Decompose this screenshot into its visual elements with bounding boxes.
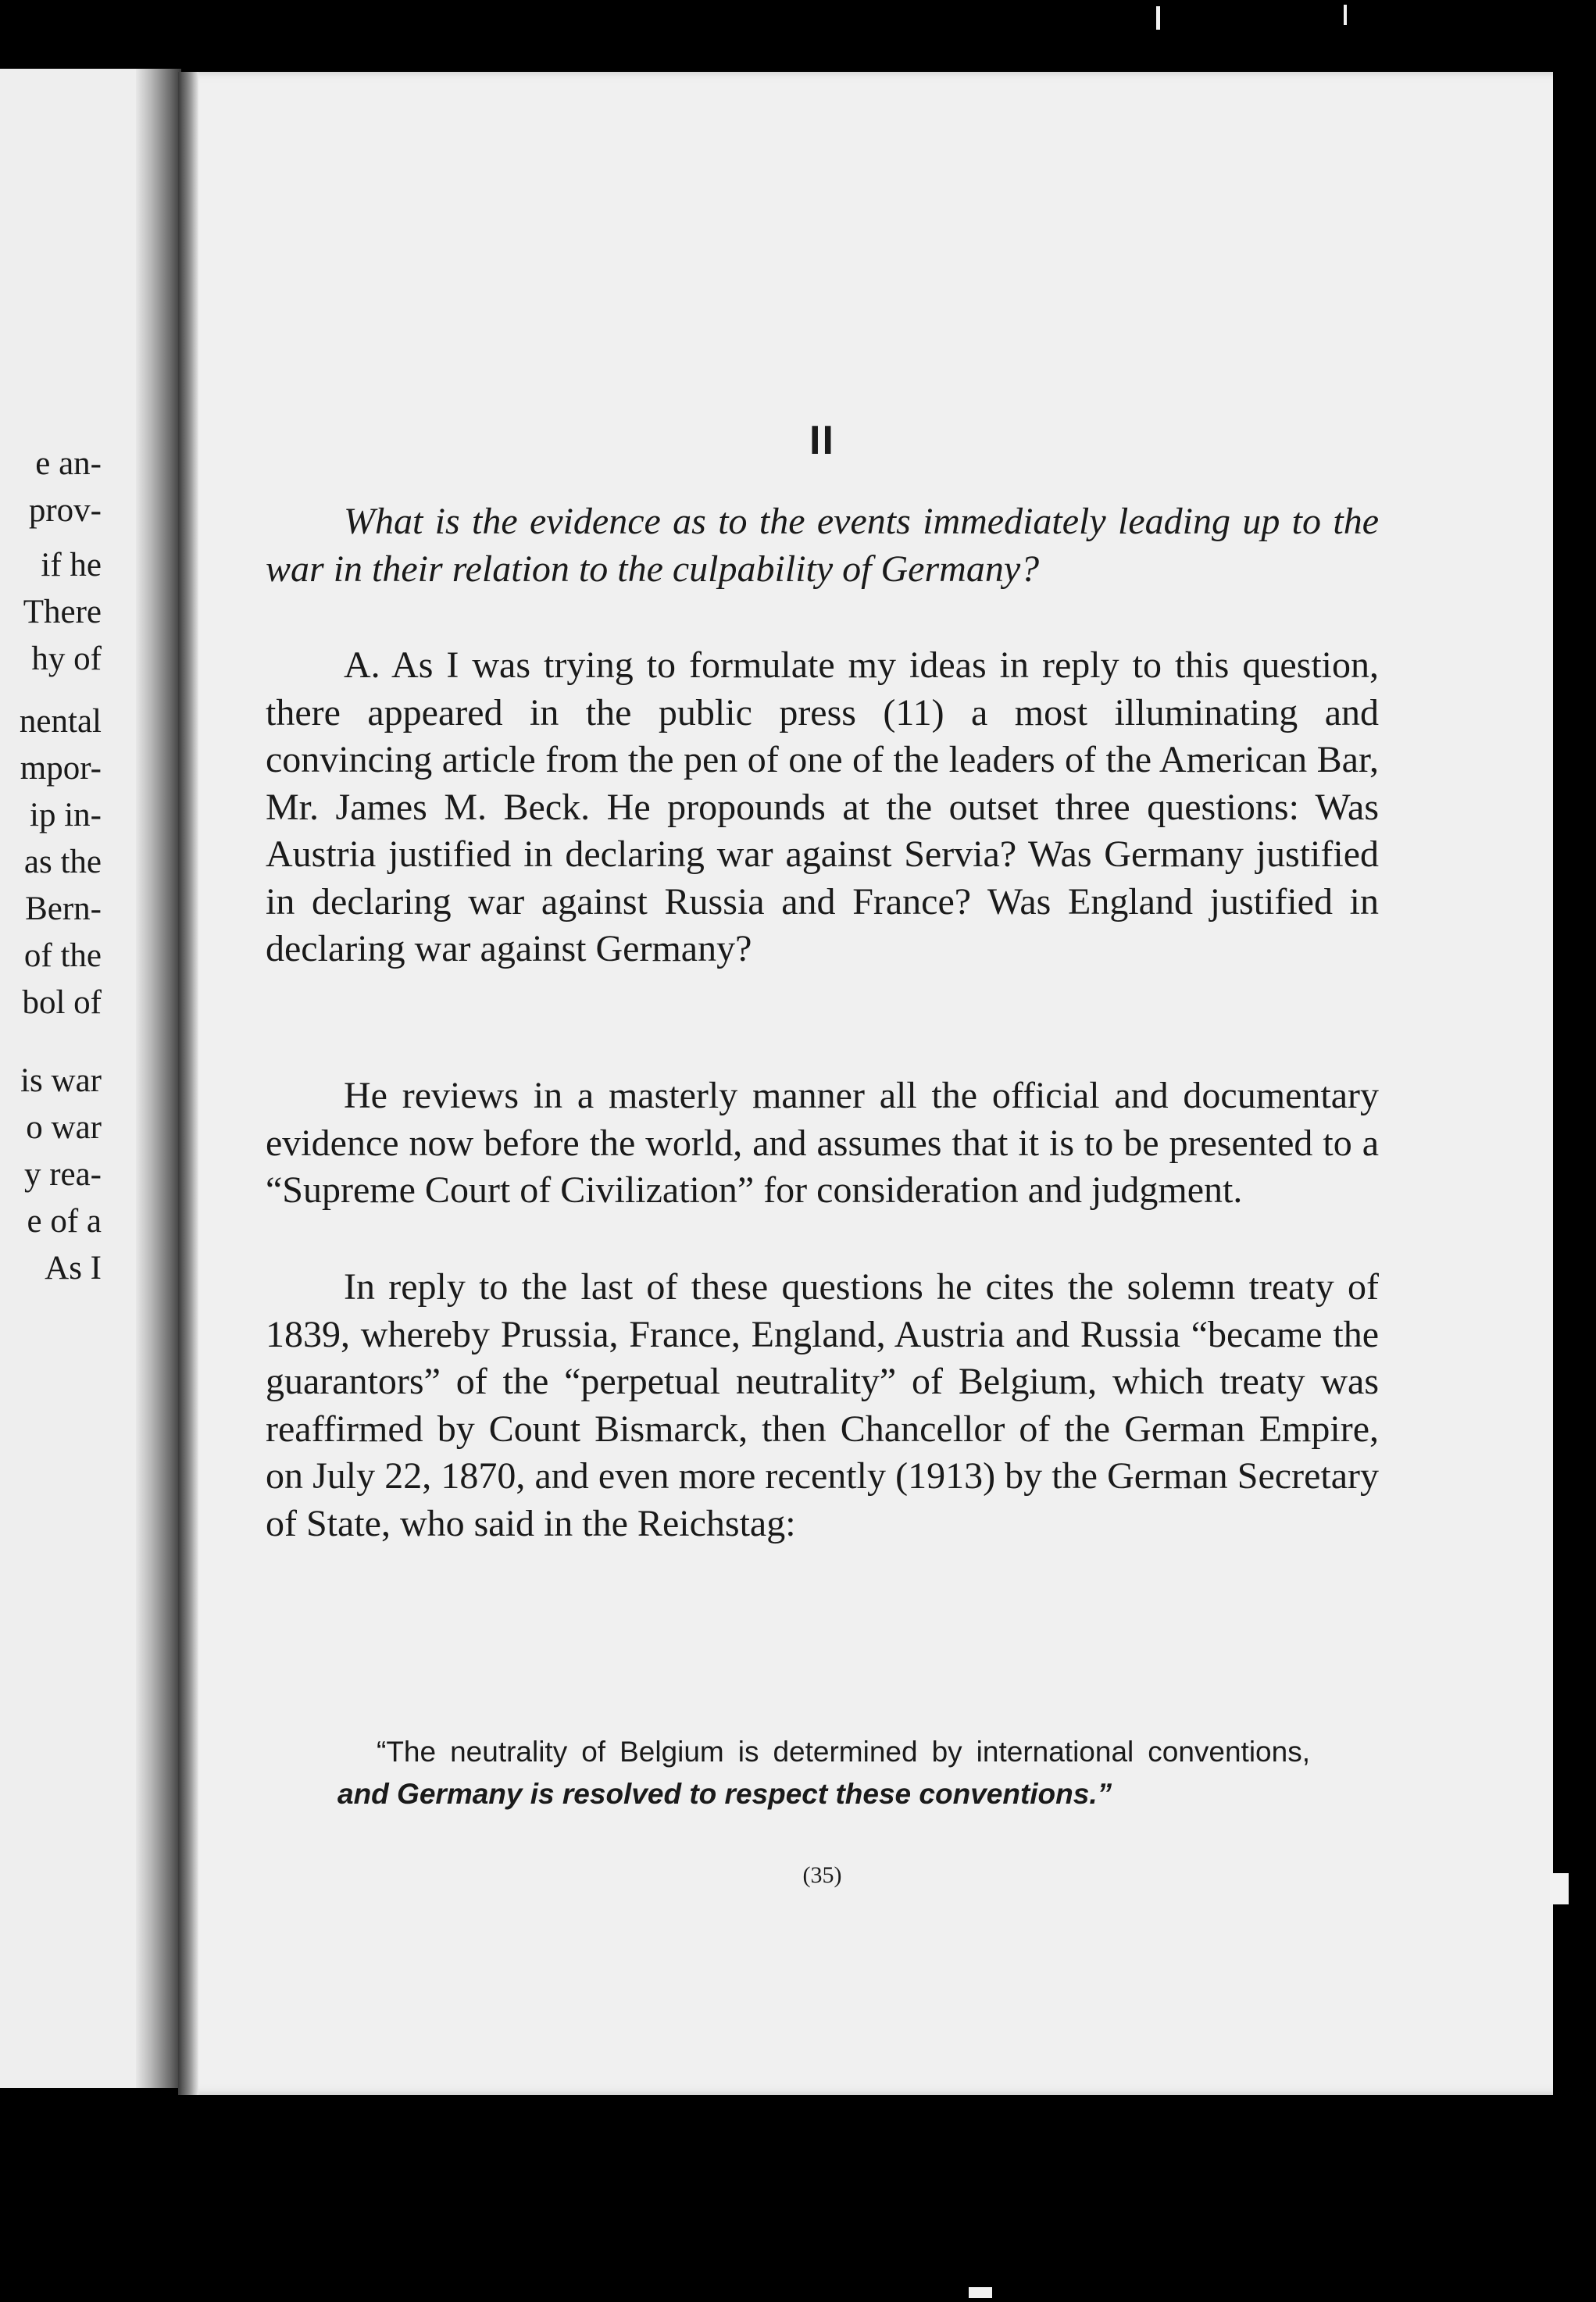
left-line: As I (45, 1250, 102, 1287)
left-line: if he (41, 547, 102, 584)
scan-speck (1156, 6, 1160, 30)
left-line: o war (26, 1109, 102, 1146)
book-page (178, 72, 1553, 2095)
left-line: bol of (22, 984, 102, 1021)
left-line: ip in- (30, 797, 102, 833)
page-number: (35) (802, 1862, 842, 1888)
scan-speck (1344, 5, 1347, 25)
chapter-question: What is the evidence as to the events immediately leading up to the war in their relation to the culpability of Germany? (266, 501, 1379, 590)
left-line: e an- (35, 445, 102, 482)
left-line: y rea- (23, 1156, 102, 1193)
left-line: prov- (28, 492, 102, 529)
left-line: There (23, 594, 102, 630)
left-line: mpor- (20, 750, 102, 787)
paragraph: He reviews in a masterly manner all the official and documentary evidence now before the world, and assumes that it is to be presented to a “Supreme Court of Civilization” for consideration and judgment. (266, 1075, 1379, 1211)
left-line: hy of (31, 641, 102, 677)
quote-text: “The neutrality of Belgium is determined by international conventions, (377, 1736, 1310, 1768)
page-gutter-shadow (178, 72, 198, 2095)
left-line: nental (19, 703, 102, 740)
paragraph: A. As I was trying to formulate my ideas in reply to this question, there appeared in the public press (11) a most illuminating and convincing article from the pen of one of the leaders of the American Bar, Mr. James M. Beck. He propounds at the outset three questions: Was Austria justified in declaring war against Servia? Was Germany justified in declaring war against Russia and France? Was England justified in declaring war against Germany? (266, 644, 1379, 969)
book-binding-shadow (136, 69, 181, 2088)
left-page-text (0, 69, 125, 2088)
quote-emphasis: and Germany is resolved to respect these conventions.” (337, 1778, 1112, 1810)
left-line: e of a (27, 1203, 102, 1240)
left-line: as the (23, 844, 102, 880)
scan-speck (969, 2287, 992, 2298)
block-quote (337, 1731, 1310, 1815)
scan-speck (1550, 1873, 1569, 1904)
paragraph: In reply to the last of these questions he cites the solemn treaty of 1839, whereby Prussia, France, England, Austria and Russia “became the guarantors” of the “perpetual neutrality” of Belgium, which treaty was reaffirmed by Count Bismarck, then Chancellor of the German Empire, on July 22, 1870, and even more recently (1913) by the German Secretary of State, who said in the Reichstag: (266, 1266, 1379, 1544)
left-page-fragment (0, 69, 181, 2088)
left-line: of the (23, 937, 102, 974)
left-line: Bern- (25, 890, 102, 927)
chapter-heading: II (809, 418, 835, 463)
left-line: is war (20, 1062, 102, 1099)
